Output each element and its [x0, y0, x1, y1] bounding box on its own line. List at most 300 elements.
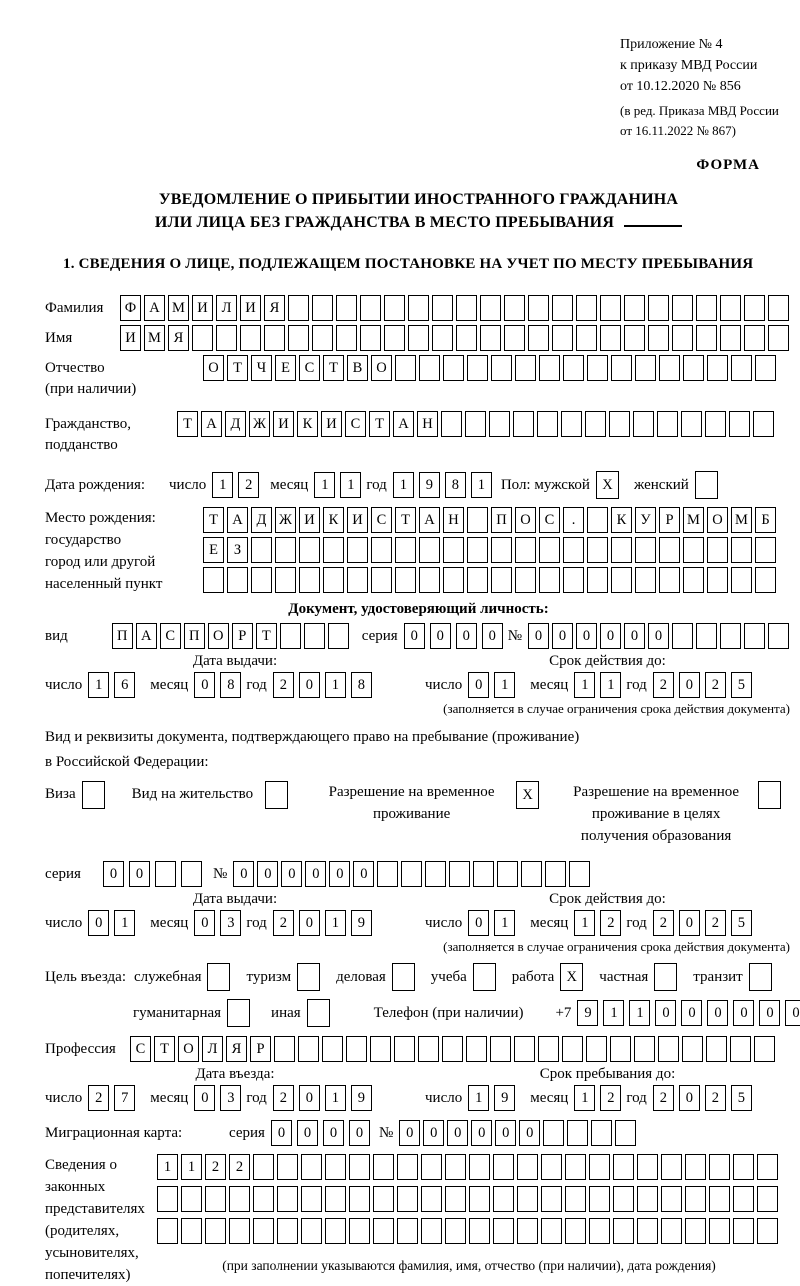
char-box[interactable]: О — [178, 1036, 199, 1062]
char-box[interactable] — [731, 537, 752, 563]
char-box[interactable] — [539, 355, 560, 381]
char-box[interactable] — [513, 411, 534, 437]
char-box[interactable] — [288, 295, 309, 321]
char-box[interactable] — [659, 567, 680, 593]
char-box[interactable] — [395, 355, 416, 381]
char-box[interactable]: Т — [203, 507, 224, 533]
char-box[interactable] — [658, 1036, 679, 1062]
char-box[interactable] — [563, 537, 584, 563]
char-box[interactable]: М — [168, 295, 189, 321]
char-box[interactable] — [469, 1154, 490, 1180]
char-box[interactable] — [545, 861, 566, 887]
char-box[interactable]: 2 — [273, 1085, 294, 1111]
char-box[interactable] — [624, 295, 645, 321]
char-box[interactable]: Л — [202, 1036, 223, 1062]
char-box[interactable]: 0 — [257, 861, 278, 887]
char-box[interactable]: 0 — [679, 1085, 700, 1111]
char-box[interactable] — [466, 1036, 487, 1062]
char-box[interactable]: И — [299, 507, 320, 533]
char-box[interactable]: П — [184, 623, 205, 649]
char-box[interactable]: . — [563, 507, 584, 533]
char-box[interactable] — [768, 295, 789, 321]
char-box[interactable] — [449, 861, 470, 887]
char-box[interactable] — [657, 411, 678, 437]
char-box[interactable] — [754, 1036, 775, 1062]
char-box[interactable]: З — [227, 537, 248, 563]
char-box[interactable] — [720, 623, 741, 649]
char-box[interactable]: 0 — [271, 1120, 292, 1146]
char-box[interactable]: П — [112, 623, 133, 649]
char-box[interactable]: 0 — [600, 623, 621, 649]
char-box[interactable] — [659, 537, 680, 563]
char-box[interactable]: 1 — [471, 472, 492, 498]
char-box[interactable] — [419, 355, 440, 381]
char-box[interactable]: 1 — [494, 672, 515, 698]
char-box[interactable] — [528, 295, 549, 321]
char-box[interactable] — [408, 295, 429, 321]
char-box[interactable] — [456, 325, 477, 351]
char-box[interactable] — [515, 567, 536, 593]
char-box[interactable] — [729, 411, 750, 437]
char-box[interactable] — [517, 1154, 538, 1180]
char-box[interactable] — [467, 567, 488, 593]
char-box[interactable]: 0 — [323, 1120, 344, 1146]
char-box[interactable]: 2 — [653, 910, 674, 936]
char-box[interactable]: К — [297, 411, 318, 437]
char-box[interactable] — [552, 295, 573, 321]
char-box[interactable] — [720, 325, 741, 351]
char-box[interactable]: 1 — [314, 472, 335, 498]
char-box[interactable]: 0 — [468, 910, 489, 936]
char-box[interactable] — [373, 1154, 394, 1180]
char-box[interactable] — [325, 1154, 346, 1180]
char-box[interactable] — [322, 1036, 343, 1062]
char-box[interactable] — [591, 1120, 612, 1146]
checkbox-box[interactable] — [654, 963, 677, 991]
char-box[interactable] — [586, 1036, 607, 1062]
char-box[interactable] — [587, 507, 608, 533]
checkbox-box[interactable]: X — [516, 781, 539, 809]
char-box[interactable]: 0 — [194, 672, 215, 698]
char-box[interactable] — [648, 325, 669, 351]
char-box[interactable]: 1 — [157, 1154, 178, 1180]
char-box[interactable] — [635, 537, 656, 563]
char-box[interactable] — [349, 1186, 370, 1212]
char-box[interactable] — [301, 1154, 322, 1180]
char-box[interactable]: 7 — [114, 1085, 135, 1111]
char-box[interactable]: 0 — [103, 861, 124, 887]
char-box[interactable] — [563, 567, 584, 593]
char-box[interactable] — [615, 1120, 636, 1146]
char-box[interactable]: 0 — [679, 672, 700, 698]
char-box[interactable]: Т — [256, 623, 277, 649]
char-box[interactable]: 0 — [456, 623, 477, 649]
char-box[interactable] — [445, 1154, 466, 1180]
char-box[interactable]: 0 — [528, 623, 549, 649]
checkbox-box[interactable] — [307, 999, 330, 1027]
char-box[interactable] — [465, 411, 486, 437]
char-box[interactable] — [565, 1154, 586, 1180]
char-box[interactable] — [539, 567, 560, 593]
char-box[interactable]: 0 — [194, 1085, 215, 1111]
char-box[interactable] — [497, 861, 518, 887]
char-box[interactable] — [491, 567, 512, 593]
char-box[interactable]: О — [707, 507, 728, 533]
char-box[interactable] — [517, 1186, 538, 1212]
char-box[interactable] — [491, 537, 512, 563]
char-box[interactable] — [589, 1218, 610, 1244]
char-box[interactable] — [277, 1186, 298, 1212]
char-box[interactable]: И — [321, 411, 342, 437]
char-box[interactable] — [682, 1036, 703, 1062]
char-box[interactable]: 1 — [393, 472, 414, 498]
char-box[interactable] — [600, 295, 621, 321]
char-box[interactable] — [768, 325, 789, 351]
char-box[interactable]: А — [201, 411, 222, 437]
char-box[interactable] — [216, 325, 237, 351]
char-box[interactable] — [264, 325, 285, 351]
char-box[interactable] — [634, 1036, 655, 1062]
char-box[interactable] — [421, 1218, 442, 1244]
char-box[interactable] — [253, 1218, 274, 1244]
char-box[interactable]: Ф — [120, 295, 141, 321]
char-box[interactable] — [443, 537, 464, 563]
char-box[interactable] — [672, 623, 693, 649]
char-box[interactable] — [733, 1218, 754, 1244]
char-box[interactable]: 0 — [681, 1000, 702, 1026]
char-box[interactable] — [301, 1218, 322, 1244]
char-box[interactable] — [661, 1154, 682, 1180]
char-box[interactable] — [493, 1218, 514, 1244]
char-box[interactable] — [633, 411, 654, 437]
char-box[interactable] — [275, 537, 296, 563]
char-box[interactable] — [491, 355, 512, 381]
char-box[interactable] — [709, 1186, 730, 1212]
char-box[interactable] — [635, 355, 656, 381]
char-box[interactable] — [397, 1154, 418, 1180]
char-box[interactable]: 0 — [194, 910, 215, 936]
char-box[interactable]: Е — [275, 355, 296, 381]
char-box[interactable] — [493, 1154, 514, 1180]
char-box[interactable] — [157, 1218, 178, 1244]
char-box[interactable] — [539, 537, 560, 563]
char-box[interactable] — [610, 1036, 631, 1062]
char-box[interactable]: А — [393, 411, 414, 437]
char-box[interactable] — [418, 1036, 439, 1062]
char-box[interactable] — [744, 325, 765, 351]
char-box[interactable]: 0 — [88, 910, 109, 936]
char-box[interactable]: А — [227, 507, 248, 533]
char-box[interactable] — [515, 355, 536, 381]
char-box[interactable] — [274, 1036, 295, 1062]
char-box[interactable] — [443, 567, 464, 593]
char-box[interactable] — [301, 1186, 322, 1212]
char-box[interactable]: 0 — [297, 1120, 318, 1146]
char-box[interactable] — [569, 861, 590, 887]
char-box[interactable] — [613, 1154, 634, 1180]
char-box[interactable] — [611, 567, 632, 593]
checkbox-box[interactable] — [473, 963, 496, 991]
char-box[interactable] — [504, 295, 525, 321]
char-box[interactable] — [298, 1036, 319, 1062]
char-box[interactable]: Т — [177, 411, 198, 437]
char-box[interactable] — [661, 1218, 682, 1244]
checkbox-box[interactable] — [297, 963, 320, 991]
char-box[interactable] — [637, 1154, 658, 1180]
char-box[interactable]: 2 — [88, 1085, 109, 1111]
char-box[interactable] — [624, 325, 645, 351]
char-box[interactable]: 0 — [129, 861, 150, 887]
char-box[interactable]: 1 — [629, 1000, 650, 1026]
char-box[interactable]: 8 — [220, 672, 241, 698]
char-box[interactable] — [384, 295, 405, 321]
char-box[interactable] — [425, 861, 446, 887]
char-box[interactable] — [395, 567, 416, 593]
char-box[interactable] — [543, 1120, 564, 1146]
char-box[interactable] — [181, 1218, 202, 1244]
char-box[interactable] — [515, 537, 536, 563]
char-box[interactable]: 0 — [471, 1120, 492, 1146]
char-box[interactable] — [600, 325, 621, 351]
char-box[interactable]: А — [419, 507, 440, 533]
char-box[interactable]: М — [683, 507, 704, 533]
char-box[interactable] — [541, 1218, 562, 1244]
char-box[interactable]: 1 — [325, 672, 346, 698]
checkbox-box[interactable] — [695, 471, 718, 499]
checkbox-box[interactable] — [207, 963, 230, 991]
char-box[interactable] — [229, 1186, 250, 1212]
char-box[interactable]: И — [192, 295, 213, 321]
char-box[interactable]: Н — [417, 411, 438, 437]
char-box[interactable] — [304, 623, 325, 649]
char-box[interactable] — [384, 325, 405, 351]
char-box[interactable] — [441, 411, 462, 437]
char-box[interactable]: И — [273, 411, 294, 437]
char-box[interactable]: 0 — [399, 1120, 420, 1146]
char-box[interactable]: 2 — [229, 1154, 250, 1180]
char-box[interactable]: 2 — [238, 472, 259, 498]
char-box[interactable]: Я — [226, 1036, 247, 1062]
char-box[interactable] — [275, 567, 296, 593]
char-box[interactable]: 2 — [705, 1085, 726, 1111]
char-box[interactable]: 1 — [603, 1000, 624, 1026]
char-box[interactable] — [277, 1218, 298, 1244]
char-box[interactable] — [346, 1036, 367, 1062]
char-box[interactable] — [744, 295, 765, 321]
char-box[interactable]: О — [203, 355, 224, 381]
char-box[interactable] — [683, 355, 704, 381]
char-box[interactable] — [757, 1186, 778, 1212]
char-box[interactable]: 1 — [181, 1154, 202, 1180]
char-box[interactable]: 1 — [574, 910, 595, 936]
char-box[interactable]: 0 — [679, 910, 700, 936]
char-box[interactable]: С — [299, 355, 320, 381]
char-box[interactable] — [733, 1186, 754, 1212]
char-box[interactable]: М — [731, 507, 752, 533]
char-box[interactable]: 0 — [648, 623, 669, 649]
char-box[interactable]: 3 — [220, 1085, 241, 1111]
char-box[interactable]: 0 — [404, 623, 425, 649]
char-box[interactable]: Д — [225, 411, 246, 437]
char-box[interactable]: 9 — [419, 472, 440, 498]
char-box[interactable]: 8 — [351, 672, 372, 698]
char-box[interactable] — [181, 1186, 202, 1212]
char-box[interactable] — [635, 567, 656, 593]
char-box[interactable] — [755, 355, 776, 381]
char-box[interactable]: Е — [203, 537, 224, 563]
char-box[interactable] — [517, 1218, 538, 1244]
char-box[interactable] — [611, 355, 632, 381]
char-box[interactable] — [757, 1218, 778, 1244]
char-box[interactable] — [299, 537, 320, 563]
char-box[interactable]: К — [323, 507, 344, 533]
char-box[interactable] — [683, 567, 704, 593]
char-box[interactable] — [541, 1186, 562, 1212]
char-box[interactable]: С — [539, 507, 560, 533]
char-box[interactable]: Ж — [249, 411, 270, 437]
char-box[interactable]: 0 — [624, 623, 645, 649]
char-box[interactable] — [685, 1218, 706, 1244]
char-box[interactable]: П — [491, 507, 512, 533]
char-box[interactable]: 1 — [574, 672, 595, 698]
char-box[interactable]: Т — [323, 355, 344, 381]
char-box[interactable] — [253, 1186, 274, 1212]
char-box[interactable] — [419, 567, 440, 593]
char-box[interactable]: Т — [227, 355, 248, 381]
checkbox-box[interactable] — [392, 963, 415, 991]
char-box[interactable] — [347, 537, 368, 563]
char-box[interactable] — [397, 1186, 418, 1212]
char-box[interactable]: 2 — [273, 910, 294, 936]
char-box[interactable] — [685, 1186, 706, 1212]
char-box[interactable] — [467, 355, 488, 381]
char-box[interactable]: И — [347, 507, 368, 533]
char-box[interactable] — [731, 567, 752, 593]
char-box[interactable]: 0 — [519, 1120, 540, 1146]
char-box[interactable] — [360, 295, 381, 321]
char-box[interactable]: Т — [369, 411, 390, 437]
char-box[interactable] — [565, 1218, 586, 1244]
char-box[interactable]: И — [120, 325, 141, 351]
char-box[interactable] — [730, 1036, 751, 1062]
char-box[interactable]: 1 — [468, 1085, 489, 1111]
char-box[interactable]: 0 — [281, 861, 302, 887]
char-box[interactable]: С — [371, 507, 392, 533]
char-box[interactable] — [733, 1154, 754, 1180]
char-box[interactable]: Я — [168, 325, 189, 351]
char-box[interactable]: 1 — [600, 672, 621, 698]
char-box[interactable]: Я — [264, 295, 285, 321]
char-box[interactable]: Р — [659, 507, 680, 533]
char-box[interactable] — [443, 355, 464, 381]
char-box[interactable] — [445, 1218, 466, 1244]
char-box[interactable]: В — [347, 355, 368, 381]
char-box[interactable] — [589, 1154, 610, 1180]
char-box[interactable] — [493, 1186, 514, 1212]
char-box[interactable]: 0 — [655, 1000, 676, 1026]
char-box[interactable]: А — [144, 295, 165, 321]
char-box[interactable] — [251, 567, 272, 593]
char-box[interactable] — [637, 1186, 658, 1212]
char-box[interactable]: 0 — [495, 1120, 516, 1146]
char-box[interactable]: Р — [250, 1036, 271, 1062]
char-box[interactable] — [490, 1036, 511, 1062]
char-box[interactable] — [587, 567, 608, 593]
char-box[interactable]: Л — [216, 295, 237, 321]
char-box[interactable]: 0 — [430, 623, 451, 649]
char-box[interactable] — [336, 295, 357, 321]
char-box[interactable]: 0 — [329, 861, 350, 887]
char-box[interactable]: 9 — [494, 1085, 515, 1111]
checkbox-box[interactable] — [82, 781, 105, 809]
char-box[interactable] — [312, 325, 333, 351]
char-box[interactable]: 5 — [731, 910, 752, 936]
char-box[interactable]: Б — [755, 507, 776, 533]
char-box[interactable]: О — [515, 507, 536, 533]
char-box[interactable] — [240, 325, 261, 351]
char-box[interactable] — [709, 1154, 730, 1180]
char-box[interactable] — [442, 1036, 463, 1062]
char-box[interactable] — [347, 567, 368, 593]
char-box[interactable]: 0 — [759, 1000, 780, 1026]
char-box[interactable]: А — [136, 623, 157, 649]
char-box[interactable]: У — [635, 507, 656, 533]
char-box[interactable] — [587, 537, 608, 563]
char-box[interactable]: 5 — [731, 672, 752, 698]
char-box[interactable] — [681, 411, 702, 437]
char-box[interactable] — [576, 295, 597, 321]
char-box[interactable] — [394, 1036, 415, 1062]
char-box[interactable] — [205, 1218, 226, 1244]
char-box[interactable] — [469, 1218, 490, 1244]
char-box[interactable] — [753, 411, 774, 437]
char-box[interactable] — [528, 325, 549, 351]
char-box[interactable] — [157, 1186, 178, 1212]
char-box[interactable]: 0 — [468, 672, 489, 698]
checkbox-box[interactable]: X — [560, 963, 583, 991]
char-box[interactable] — [731, 355, 752, 381]
char-box[interactable]: 1 — [212, 472, 233, 498]
char-box[interactable] — [587, 355, 608, 381]
checkbox-box[interactable] — [265, 781, 288, 809]
char-box[interactable]: 8 — [445, 472, 466, 498]
char-box[interactable]: Ч — [251, 355, 272, 381]
char-box[interactable] — [395, 537, 416, 563]
char-box[interactable] — [467, 507, 488, 533]
char-box[interactable] — [480, 325, 501, 351]
char-box[interactable] — [504, 325, 525, 351]
char-box[interactable] — [323, 567, 344, 593]
char-box[interactable]: О — [208, 623, 229, 649]
char-box[interactable]: 0 — [349, 1120, 370, 1146]
char-box[interactable] — [421, 1154, 442, 1180]
char-box[interactable] — [469, 1186, 490, 1212]
char-box[interactable]: 0 — [482, 623, 503, 649]
char-box[interactable] — [325, 1186, 346, 1212]
checkbox-box[interactable] — [758, 781, 781, 809]
char-box[interactable] — [541, 1154, 562, 1180]
char-box[interactable]: 1 — [340, 472, 361, 498]
char-box[interactable] — [349, 1154, 370, 1180]
char-box[interactable]: 2 — [653, 672, 674, 698]
char-box[interactable]: Т — [154, 1036, 175, 1062]
char-box[interactable] — [585, 411, 606, 437]
char-box[interactable]: М — [144, 325, 165, 351]
char-box[interactable]: 2 — [705, 672, 726, 698]
char-box[interactable] — [757, 1154, 778, 1180]
char-box[interactable]: 1 — [325, 1085, 346, 1111]
char-box[interactable]: И — [240, 295, 261, 321]
